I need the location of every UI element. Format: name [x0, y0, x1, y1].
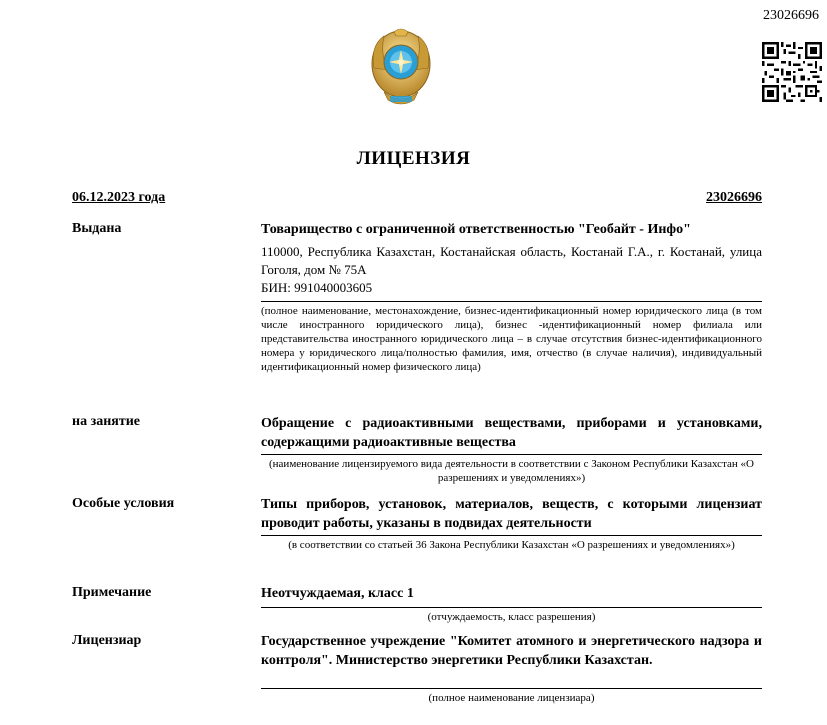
document-number-top: 23026696	[763, 8, 819, 23]
license-date: 06.12.2023 года	[72, 190, 166, 205]
special-conditions-label: Особые условия	[72, 496, 175, 511]
state-emblem-icon	[370, 26, 432, 110]
activity-value: Обращение с радиоактивными веществами, приборами и установками, содержащими радиоактивные вещества	[261, 416, 762, 450]
licensor-value: Государственное учреждение "Комитет атомного и энергетического надзора и контроля". Министерство энергетики Республики Казахстан.	[261, 634, 762, 668]
license-header-row	[72, 190, 762, 206]
document-title: ЛИЦЕНЗИЯ	[356, 148, 471, 169]
issued-note: (полное наименование, местонахождение, бизнес-идентификационный номер юридического лица (в том числе иностранного юридического лица), бизнес -идентификационный номер филиала или представительства иностранного юридического лица – в случае отсутствия бизнес-идентификационного номера у юридического лица/полностью фамилия, имя, отчество (в случае наличия), индивидуальный идентификационный номер физического лица)	[261, 301, 762, 374]
issued-bin: БИН: 991040003605	[261, 280, 373, 295]
activity-note: (наименование лицензируемого вида деятельности в соответствии с Законом Республики Казахстан «О разрешениях и уведомлениях»)	[261, 454, 762, 485]
qr-code	[762, 42, 822, 102]
issued-address: 110000, Республика Казахстан, Костанайская область, Костанай Г.А., г. Костанай, улица Гоголя, дом № 75А	[261, 244, 762, 277]
licensor-label: Лицензиар	[72, 633, 142, 648]
remark-value: Неотчуждаемая, класс 1	[261, 586, 414, 601]
issued-label: Выдана	[72, 221, 122, 236]
activity-label: на занятие	[72, 414, 140, 429]
special-conditions-note: (в соответствии со статьей 36 Закона Республики Казахстан «О разрешениях и уведомлениях»)	[261, 535, 762, 552]
remark-label: Примечание	[72, 585, 152, 600]
licensor-note: (полное наименование лицензиара)	[261, 688, 762, 705]
issued-company: Товарищество с ограниченной ответственностью "Геобайт - Инфо"	[261, 222, 691, 237]
special-conditions-value: Типы приборов, установок, материалов, веществ, с которыми лицензиат проводит работы, указаны в подвидах деятельности	[261, 497, 762, 531]
license-number: 23026696	[706, 190, 762, 205]
remark-note: (отчуждаемость, класс разрешения)	[261, 607, 762, 624]
